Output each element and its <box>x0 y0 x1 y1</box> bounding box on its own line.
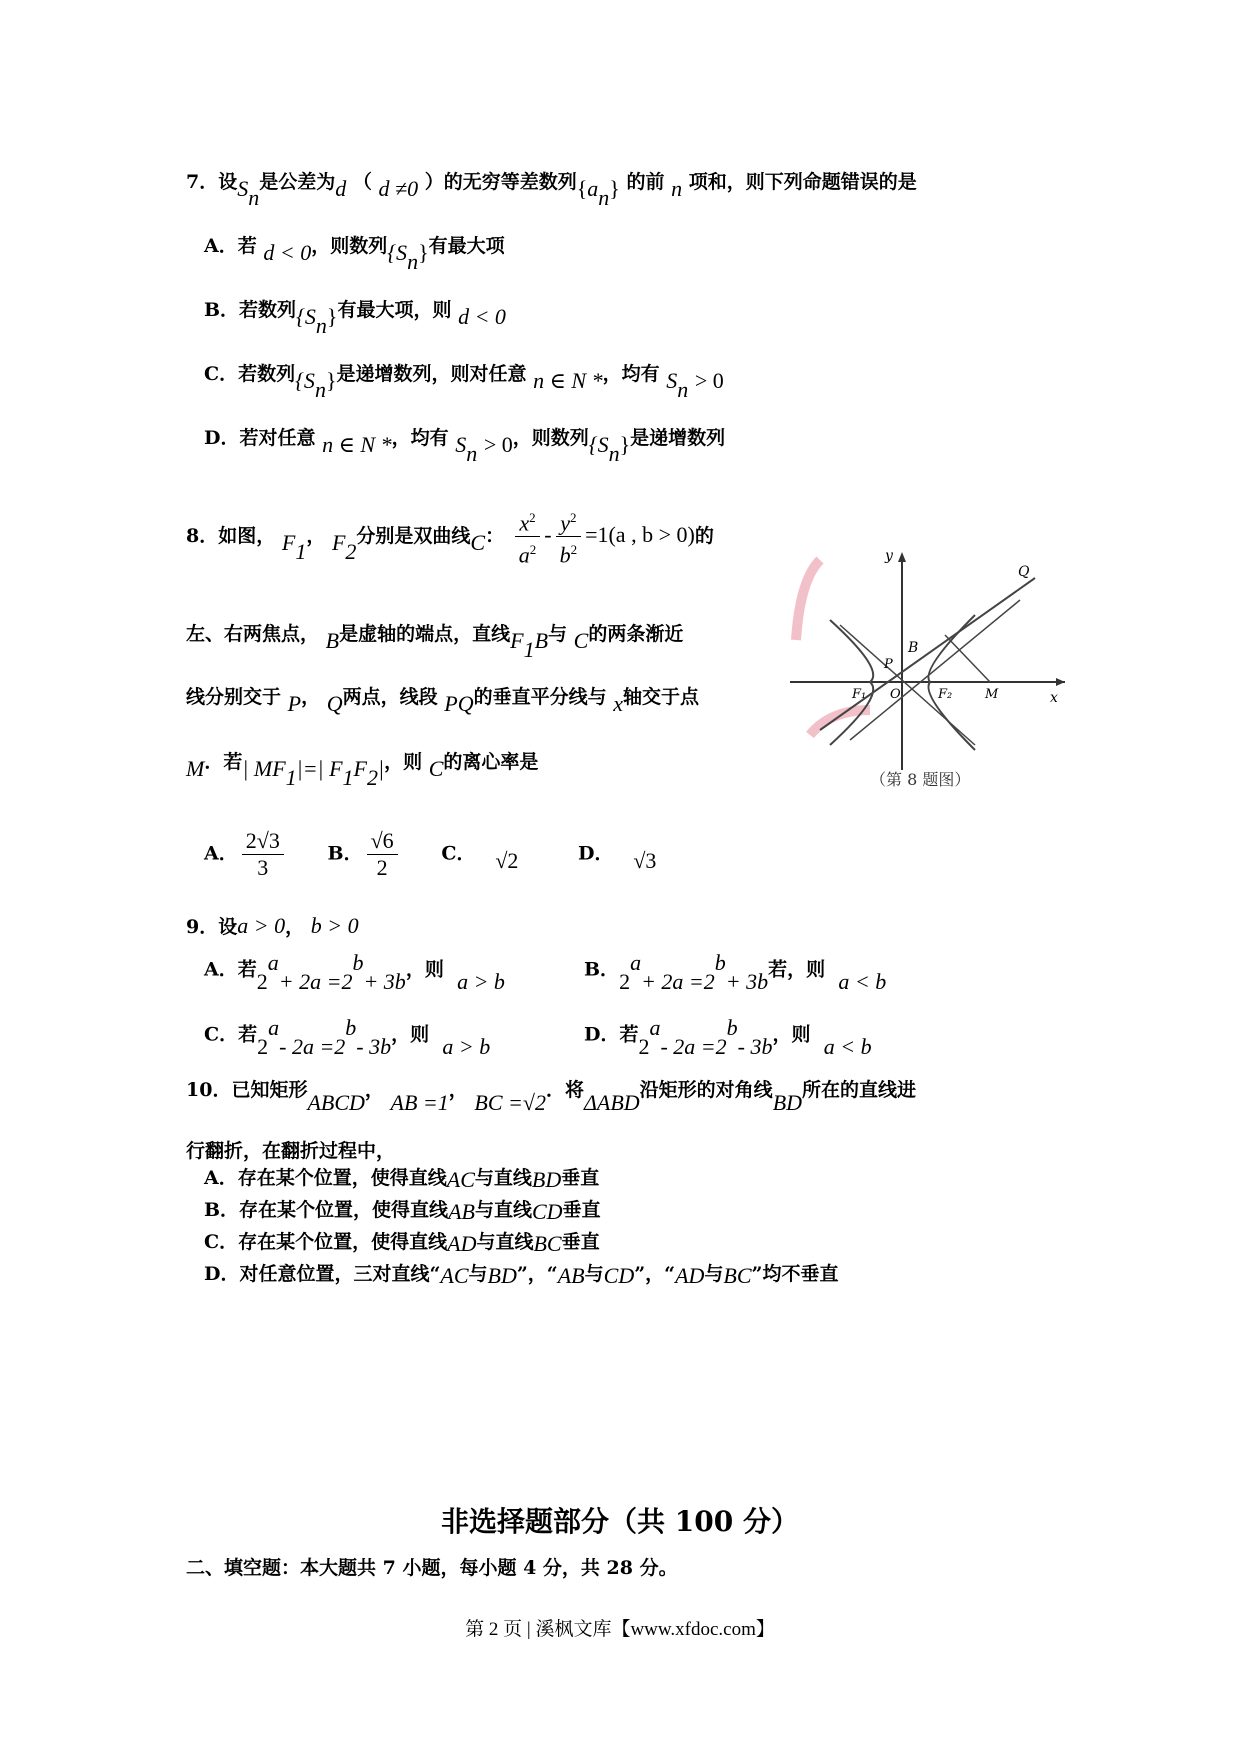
fraction-x2-a2: $\frac{x^2}{a^2}$ <box>515 505 541 569</box>
q8-stem-line1: 8．如图， $F_1$， $F_2$分别是双曲线C： $\frac{x^2}{a^2}$ - $\frac{y^2}{b^2}$ =1(a , b > 0)的 <box>186 505 714 569</box>
label-f2: F₂ <box>938 687 953 702</box>
hyperbola-figure <box>790 540 1070 790</box>
label-q: Q <box>1018 564 1030 580</box>
q9-stem: 9．设a > 0， b > 0 <box>186 913 359 938</box>
option-a-fraction: $\frac{2√3}{3}$ <box>242 828 284 881</box>
q10-stem-line2: 行翻折，在翻折过程中， <box>186 1140 396 1162</box>
asymptote-2 <box>850 600 1020 740</box>
q8-stem-line4: M．若| $MF_1|=|$ $F_1F_2|$，则 C的离心率是 <box>186 751 539 790</box>
perpendicular-bisector <box>945 635 990 682</box>
q9-option-c: C．若2$^a$- $2a =2^b-$ 3b，则 a > b <box>204 1015 491 1060</box>
label-o: O <box>890 687 901 702</box>
line-f1-b-q <box>820 578 1035 730</box>
label-x: x <box>1050 690 1058 706</box>
q10-option-a: A．存在某个位置，使得直线AC与直线BD垂直 <box>204 1167 600 1192</box>
x-axis-arrow <box>1056 678 1065 686</box>
figure-caption: （第 8 题图） <box>870 770 971 789</box>
q9-option-d: D．若2$^a$- $2a =2^b-$ 3b，则 a < b <box>584 1015 872 1060</box>
q7-option-c: C．若数列$\{S_n\}$是递增数列，则对任意 n ∈ N *，均有 $S_n > 0$ <box>204 363 724 402</box>
q7-option-b: B．若数列$\{S_n\}$有最大项，则 d < 0 <box>204 299 506 338</box>
q7-option-d: D．若对任意 n ∈ N *，均有 $S_n > 0$，则数列$\{S_n\}$是递增数列 <box>204 427 726 466</box>
label-p: P <box>884 657 893 672</box>
watermark-logo-stroke <box>796 560 820 640</box>
label-f1: F₁ <box>852 687 867 702</box>
q8-stem-line2: 左、右两焦点， B是虚轴的端点，直线$F_1B$与 C的两条渐近 <box>186 623 684 662</box>
label-y: y <box>885 548 893 564</box>
q9-option-a: A．若$2^a+ 2a =2^b+ 3b$，则 a > b <box>204 950 505 995</box>
q7-stem: 7．设$S_n$是公差为d （ d ≠0 ）的无穷等差数列$\{a_n\}$ 的前 n 项和，则下列命题错误的是 <box>186 171 917 210</box>
q10-stem-line1: 10．已知矩形ABCD， AB =1， BC =√2．将ΔABD沿矩形的对角线BD所在的直线进 <box>186 1079 917 1115</box>
q10-option-c: C．存在某个位置，使得直线AD与直线BC垂直 <box>204 1231 600 1256</box>
q10-option-d: D．对任意位置，三对直线“AC与BD”，“AB与CD”，“AD与BC”均不垂直 <box>204 1263 839 1288</box>
option-b-fraction: $\frac{√6}{2}$ <box>367 828 398 881</box>
q7-option-a: A．若 d < 0，则数列$\{S_n\}$有最大项 <box>204 235 505 274</box>
q8-stem-line3: 线分别交于 P， Q两点，线段 PQ的垂直平分线与 x轴交于点 <box>186 686 700 716</box>
q8-options: A． $\frac{2√3}{3}$ B． $\frac{√6}{2}$ C． √2 D． √3 <box>204 828 657 880</box>
y-axis-arrow <box>898 552 906 562</box>
label-b: B <box>908 640 919 656</box>
section-subtitle: 二、填空题：本大题共 7 小题，每小题 4 分，共 28 分。 <box>186 1557 678 1579</box>
fraction-y2-b2: $\frac{y^2}{b^2}$ <box>556 505 582 569</box>
q10-option-b: B．存在某个位置，使得直线AB与直线CD垂直 <box>204 1199 601 1224</box>
label-m: M <box>985 687 999 702</box>
q9-option-b: B．$2^a+ 2a =2^b+ 3b$若，则 a < b <box>584 950 887 995</box>
page-footer: 第 2 页 | 溪枫文库【www.xfdoc.com】 <box>465 1619 775 1640</box>
section-title: 非选择题部分（共 100 分） <box>441 1505 799 1538</box>
